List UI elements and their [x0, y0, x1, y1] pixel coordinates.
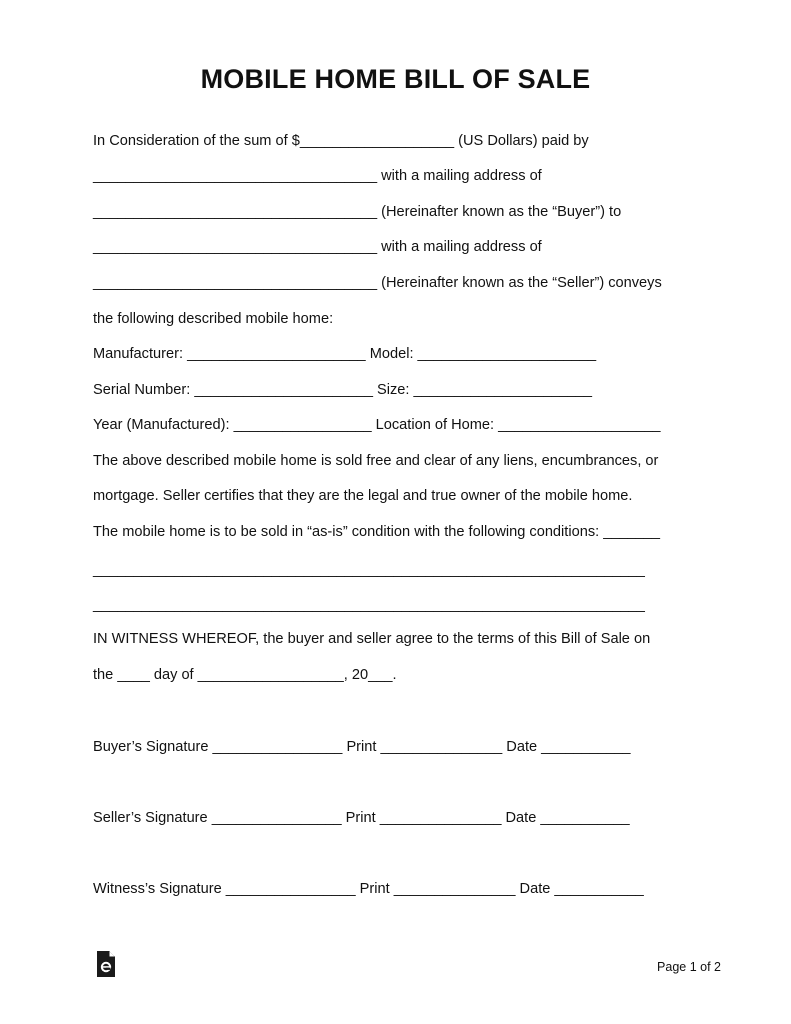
consideration-line: In Consideration of the sum of $___________________ (US Dollars) paid by	[93, 133, 589, 149]
year-location-line: Year (Manufactured): _________________ Location of Home: ____________________	[93, 417, 661, 433]
seller-signature-line: Seller’s Signature ________________ Print _______________ Date ___________	[93, 810, 630, 826]
seller-address-line: ___________________________________ (Hereinafter known as the “Seller”) conveys	[93, 275, 662, 291]
ownership-clause-line: mortgage. Seller certifies that they are the legal and true owner of the mobile home.	[93, 488, 633, 504]
buyer-name-line: ___________________________________ with a mailing address of	[93, 168, 542, 184]
witness-signature-line: Witness’s Signature ________________ Print _______________ Date ___________	[93, 881, 644, 897]
document-e-logo-icon	[95, 950, 117, 978]
buyer-address-line: ___________________________________ (Hereinafter known as the “Buyer”) to	[93, 204, 622, 220]
liens-clause-line: The above described mobile home is sold free and clear of any liens, encumbrances, or	[93, 453, 659, 469]
page-number: Page 1 of 2	[657, 960, 721, 974]
witness-whereof-line: IN WITNESS WHEREOF, the buyer and seller agree to the terms of this Bill of Sale on	[93, 631, 651, 647]
serial-size-line: Serial Number: ______________________ Size: ______________________	[93, 382, 593, 398]
conditions-blank-line-1: ____________________________________________________________________	[93, 562, 645, 578]
seller-name-line: ___________________________________ with a mailing address of	[93, 239, 542, 255]
document-title: MOBILE HOME BILL OF SALE	[200, 64, 591, 94]
buyer-signature-line: Buyer’s Signature ________________ Print _______________ Date ___________	[93, 739, 631, 755]
conditions-line: The mobile home is to be sold in “as-is” condition with the following conditions: _______	[93, 524, 661, 540]
conditions-blank-line-2: ____________________________________________________________________	[93, 597, 645, 613]
date-line: the ____ day of __________________, 20___.	[93, 667, 397, 683]
manufacturer-model-line: Manufacturer: ______________________ Model: ______________________	[93, 346, 597, 362]
described-home-line: the following described mobile home:	[93, 311, 334, 327]
